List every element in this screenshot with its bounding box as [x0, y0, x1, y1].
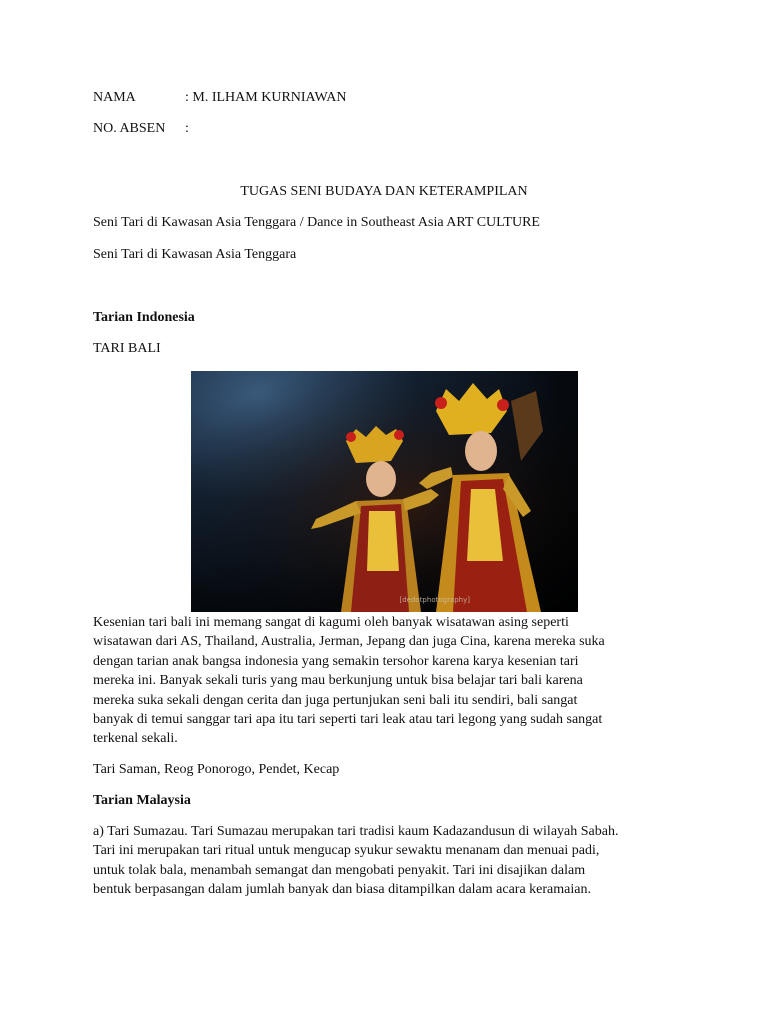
paragraph-line: bentuk berpasangan dalam jumlah banyak dan biasa ditampilkan dalam acara keramaian. [93, 882, 591, 898]
heading-tarian-malaysia: Tarian Malaysia [93, 793, 191, 808]
paragraph-line: terkenal sekali. [93, 731, 178, 747]
absen-value: : [185, 121, 189, 136]
subtitle-2: Seni Tari di Kawasan Asia Tenggara [93, 247, 297, 262]
name-label: NAMA [93, 90, 136, 105]
bali-dancers-photo [191, 371, 578, 612]
heading-tari-bali: TARI BALI [93, 341, 161, 356]
paragraph-line: wisatawan dari AS, Thailand, Australia, Jerman, Jepang dan juga Cina, karena mereka suka [93, 634, 605, 650]
paragraph-line: Kesenian tari bali ini memang sangat di kagumi oleh banyak wisatawan asing seperti [93, 615, 569, 630]
paragraph-line: banyak di temui sanggar tari apa itu tari seperti tari leak atau tari legong yang sudah sangat [93, 712, 603, 728]
document-title: TUGAS SENI BUDAYA DAN KETERAMPILAN [240, 184, 528, 199]
paragraph-line: dengan tarian anak bangsa indonesia yang semakin tersohor karena karya kesenian tari [93, 653, 579, 669]
paragraph-tari-sumazau [93, 822, 683, 900]
bali-dancers-illustration [191, 371, 578, 612]
photo-watermark: [dedotphotography] [399, 596, 470, 604]
paragraph-line: untuk tolak bala, menambah semangat dan mengobati penyakit. Tari ini disajikan dalam [93, 862, 586, 878]
heading-tarian-indonesia: Tarian Indonesia [93, 310, 195, 325]
subtitle-1: Seni Tari di Kawasan Asia Tenggara / Dance in Southeast Asia ART CULTURE [93, 215, 540, 230]
paragraph-tari-bali [93, 613, 683, 749]
paragraph-line: Tari ini merupakan tari ritual untuk mengucap syukur sewaktu menanam dan menuai padi, [93, 843, 600, 859]
name-value: : M. ILHAM KURNIAWAN [185, 90, 347, 105]
paragraph-line: a) Tari Sumazau. Tari Sumazau merupakan tari tradisi kaum Kadazandusun di wilayah Sabah. [93, 824, 619, 839]
absen-label: NO. ABSEN [93, 121, 166, 136]
paragraph-line: mereka suka sekali dengan cerita dan juga pertunjukan seni bali itu sendiri, bali sangat [93, 692, 578, 708]
dance-list: Tari Saman, Reog Ponorogo, Pendet, Kecap [93, 762, 340, 777]
paragraph-line: mereka ini. Banyak sekali turis yang mau berkunjung untuk bisa belajar tari bali karena [93, 673, 583, 689]
